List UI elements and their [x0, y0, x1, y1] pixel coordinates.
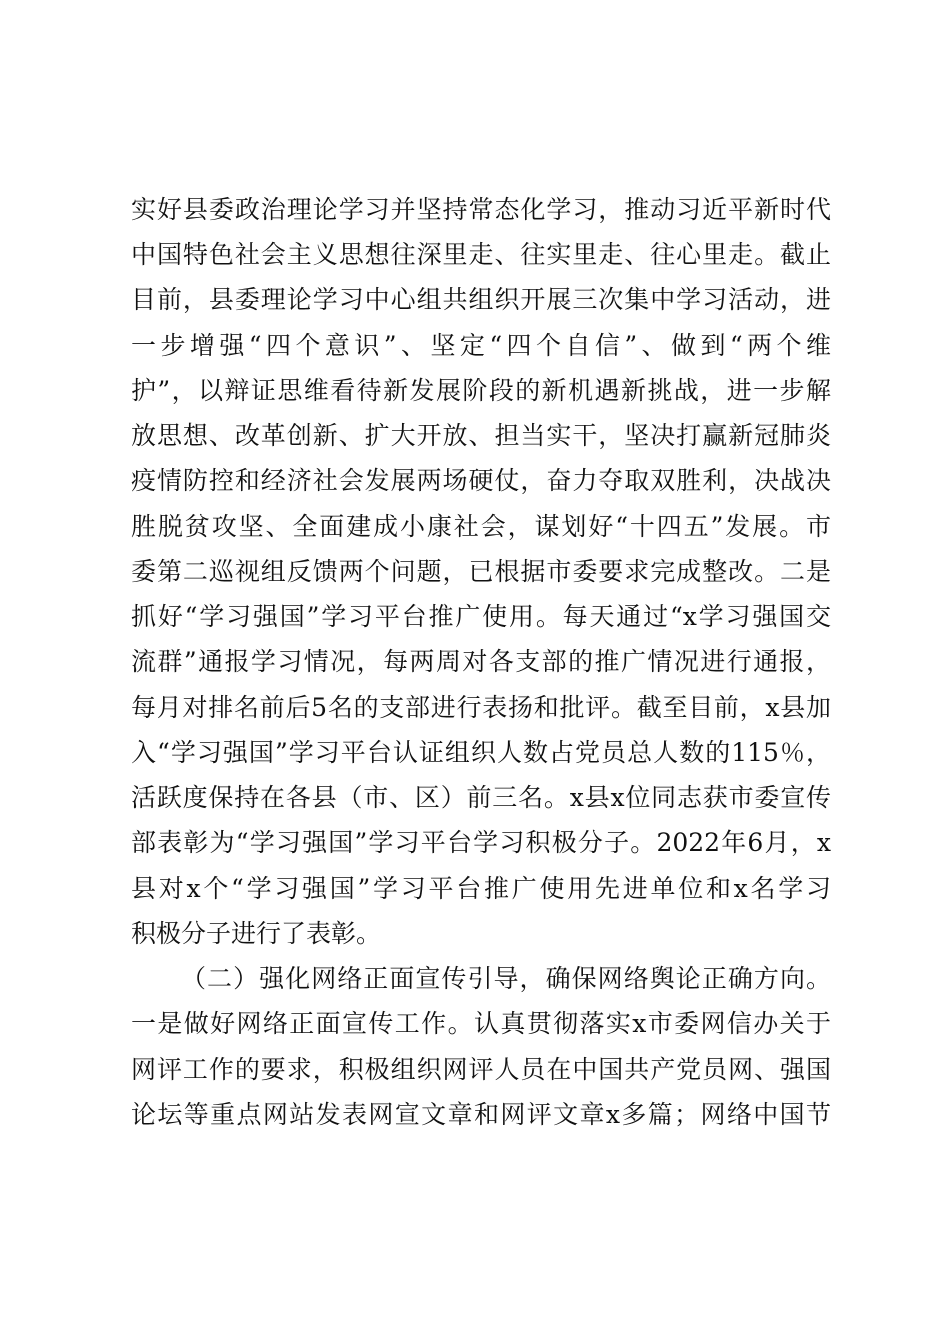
text-line: 放思想、改革创新、扩大开放、担当实干，坚决打赢新冠肺炎	[131, 421, 831, 450]
text-line: 胜脱贫攻坚、全面建成小康社会，谋划好“十四五”发展。市	[131, 512, 831, 541]
text-line: 一步增强“四个意识”、坚定“四个自信”、做到“两个维	[131, 331, 831, 360]
text-line: 一是做好网络正面宣传工作。认真贯彻落实x市委网信办关于	[131, 1009, 831, 1038]
text-line: 委第二巡视组反馈两个问题，已根据市委要求完成整改。二是	[131, 557, 831, 586]
text-line: 网评工作的要求，积极组织网评人员在中国共产党员网、强国	[131, 1055, 831, 1084]
text-line: 疫情防控和经济社会发展两场硬仗，奋力夺取双胜利，决战决	[131, 466, 831, 495]
text-line: 护”，以辩证思维看待新发展阶段的新机遇新挑战，进一步解	[131, 376, 831, 405]
text-line: 论坛等重点网站发表网宣文章和网评文章x多篇；网络中国节	[131, 1100, 831, 1129]
text-line: 部表彰为“学习强国”学习平台学习积极分子。2022年6月，x	[131, 828, 831, 857]
text-line: 中国特色社会主义思想往深里走、往实里走、往心里走。截止	[131, 240, 831, 269]
section-heading: （二）强化网络正面宣传引导，确保网络舆论正确方向。	[181, 964, 831, 993]
text-line: 目前，县委理论学习中心组共组织开展三次集中学习活动，进	[131, 285, 831, 314]
text-line: 活跃度保持在各县（市、区）前三名。x县x位同志获市委宣传	[131, 783, 831, 812]
text-line: 每月对排名前后5名的支部进行表扬和批评。截至目前，x县加	[131, 693, 831, 722]
text-line: 积极分子进行了表彰。	[131, 919, 382, 948]
text-line: 流群”通报学习情况，每两周对各支部的推广情况进行通报，	[131, 647, 831, 676]
text-line: 抓好“学习强国”学习平台推广使用。每天通过“x学习强国交	[131, 602, 831, 631]
text-line: 入“学习强国”学习平台认证组织人数占党员总人数的115％，	[131, 738, 831, 767]
text-line: 县对x个“学习强国”学习平台推广使用先进单位和x名学习	[131, 874, 831, 903]
text-line: 实好县委政治理论学习并坚持常态化学习，推动习近平新时代	[131, 195, 831, 224]
